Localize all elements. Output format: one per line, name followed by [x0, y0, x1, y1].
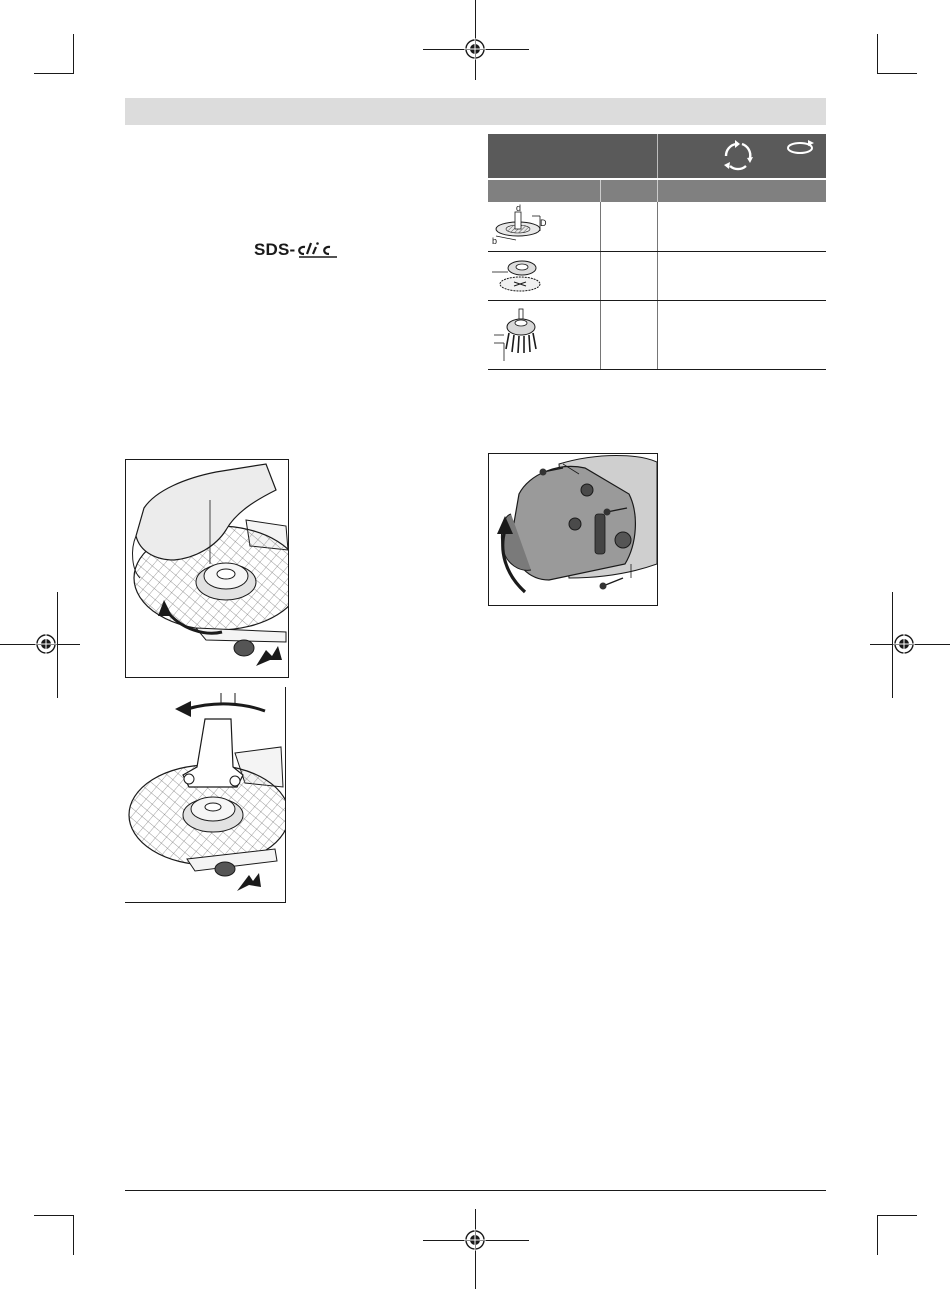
page-footer-rule: [125, 1190, 826, 1191]
clamping-nut-illustration: [126, 460, 288, 677]
table-subheader: [488, 180, 826, 202]
application-tools-table: [488, 134, 826, 370]
clamping-nut-hand-tighten-figure: [125, 459, 289, 678]
gear-head-rotate-figure: [488, 453, 658, 606]
registration-mark-icon: [464, 1229, 486, 1251]
two-pin-spanner-figure: [125, 687, 286, 903]
svg-text:d: d: [516, 204, 522, 213]
cup-brush-icon: [492, 307, 550, 365]
table-row: [488, 202, 826, 252]
table-row: [488, 252, 826, 301]
registration-mark-icon: [464, 38, 486, 60]
table-row: [488, 301, 826, 370]
clic-script-mark: [295, 240, 339, 260]
rotation-arrow-icon: [784, 138, 816, 158]
registration-mark-icon: [893, 633, 915, 655]
two-pin-spanner-illustration: [125, 687, 285, 902]
gear-head-illustration: [489, 454, 657, 605]
page-header-bar: [125, 98, 826, 125]
grinding-disc-dimensions-icon: [492, 204, 550, 248]
svg-text:b: b: [492, 236, 498, 246]
sanding-disc-icon: [492, 254, 550, 298]
sds-clic-logo: [254, 239, 339, 261]
registration-mark-icon: [35, 633, 57, 655]
table-header: [488, 134, 826, 178]
recycle-arrows-icon: [718, 136, 758, 176]
svg-text:D: D: [540, 218, 547, 228]
sds-logo-text: SDS-: [254, 240, 296, 259]
